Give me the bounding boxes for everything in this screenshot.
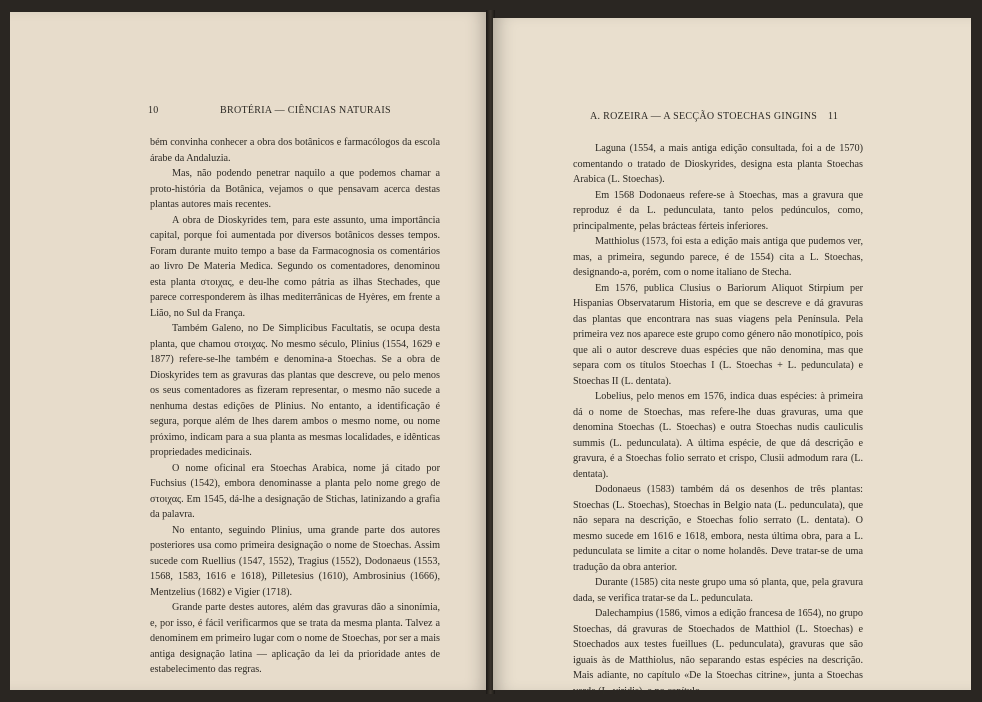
paragraph: Em 1576, publica Clusius o Bariorum Aliquot Stirpium per Hispanias Observatarum Historia, em que se descreve e dá gravuras das plantas que encontrara nas suas viagens pela Península. Pela primeira vez nos aparece este grupo como género não monotípico, pois que ali o autor descreve duas espécies que não denomina, mas que separa com os títulos Stoechas I (L. Stoechas + L. pedunculata) e Stoechas II (L. dentata). [573, 282, 863, 387]
paragraph: No entanto, seguindo Plinius, uma grande parte dos autores posteriores usa como primeira designação o nome de Stoechas. Assim sucede com Ruellius (1547, 1552), Tragius (1552), Dodonaeus (1553, 1568, 1583, 1616 e 1618), Pilletesius (1610), Ambrosinius (1666), Mentzelius (1682) e Vigier (1718). [150, 524, 440, 598]
paragraph: A obra de Dioskyrides tem, para este assunto, uma importância capital, porque foi aumentada por diversos botânicos desses tempos. Foram durante muito tempo a base da Farmacognosia os comentários ao livro De Materia Medica. Segundo os comentadores, denominou esta planta στοιχας, e deu-lhe como pátria as ilhas Stechades, que parece corresponderem às ilhas mediterrânicas de Hyères, em frente a Lião, no Sul da França. [150, 214, 440, 319]
paragraph: O nome oficinal era Stoechas Arabica, nome já citado por Fuchsius (1542), embora denominasse a planta pelo nome grego de στοιχας. Em 1545, dá-lhe a designação de Stichas, latinizando a grafia da palavra. [150, 462, 440, 520]
right-page [493, 18, 971, 697]
left-page [10, 12, 488, 690]
paragraph: Dodonaeus (1583) também dá os desenhos de três plantas: Stoechas (L. Stoechas), Stoechas in Belgio nata (L. pedunculata), que não separa na descrição, e Stoechas folio serrato (L. dentata). O mesmo sucede em 1616 e 1618, embora, nesta última obra, para a L. pedunculata se limite a citar o nome holandês. Deve tratar-se de uma tradução da obra anterior. [573, 484, 863, 573]
paragraph: bém convinha conhecer a obra dos botânicos e farmacólogos da escola árabe da Andaluzia. [150, 137, 440, 164]
right-page-number: 11 [828, 111, 839, 122]
paragraph: Mas, não podendo penetrar naquilo a que podemos chamar a proto-história da Botânica, vejamos o que pensavam acerca destas plantas autores mais recentes. [150, 168, 440, 210]
left-page-number: 10 [148, 105, 159, 116]
left-body-text [150, 135, 440, 678]
right-running-title: A. ROZEIRA — A SECÇÃO STOECHAS GINGINS [590, 111, 818, 122]
paragraph: Em 1568 Dodonaeus refere-se à Stoechas, mas a gravura que reproduz é da L. pedunculata, tanto pelos pedúnculos, como, principalmente, pelas brácteas férteis inferiores. [573, 189, 863, 232]
paragraph: Lobelius, pelo menos em 1576, indica duas espécies: à primeira dá o nome de Stoechas, mas refere-lhe duas gravuras, uma que denomina Stoechas (L. Stoechas) e outra Stoechas nudis cauliculis summis (L. pedunculata). A última espécie, de que dá descrição e gravura, é a Stoechas folio serrato et crispo, Clusii admodum rara (L. dentata). [573, 391, 863, 480]
left-running-title: BROTÉRIA — CIÊNCIAS NATURAIS [220, 105, 391, 116]
paragraph: Durante (1585) cita neste grupo uma só planta, que, pela gravura dada, se verifica tratar-se da L. pedunculata. [573, 577, 863, 604]
right-body-text [573, 141, 863, 699]
paragraph: Matthiolus (1573, foi esta a edição mais antiga que pudemos ver, mas, a primeira, segundo parece, é de 1554) cita a L. Stoechas, designando-a, porém, com o nome italiano de Stecha. [573, 236, 863, 278]
paragraph: Grande parte destes autores, além das gravuras dão a sinonímia, e, por isso, é fácil verificarmos que se trata da mesma planta. Talvez a denominem em primeiro lugar com o nome de Stoechas, por ser a mais antiga designação latina — aplicação da lei da prioridade antes de estabelecimento das regras. [150, 602, 440, 675]
paragraph: Dalechampius (1586, vimos a edição francesa de 1654), no grupo Stoechas, dá gravuras de Stoechados de Matthiol (L. Stoechas) e Stoechados aux testes fueillues (L. pedunculata), gravuras que são iguais às de Matthiolus, não separando estas espécies na descrição. Mais adiante, no capítulo «De la Stoechas citrine», junta a Stoechas verde (L. viridis), e no capítulo [573, 608, 863, 697]
paragraph: Laguna (1554, a mais antiga edição consultada, foi a de 1570) comentando o tratado de Dioskyrides, designa esta planta Stoechas Arabica (L. Stoechas). [573, 143, 863, 185]
paragraph: Também Galeno, no De Simplicibus Facultatis, se ocupa desta planta, que chamou στοιχας. No mesmo século, Plinius (1554, 1629 e 1877) refere-se-lhe também e denomina-a Stoechas. Se a obra de Dioskyrides tem as gravuras das plantas que descreve, ou pelo menos os seus comentadores as fizeram representar, o mesmo não sucede a nenhuma destas edições de Plinius. No entanto, a identificação é segura, porque além de lhes darem ambos o mesmo nome, ou nome próximo, indicam para a sua planta as mesmas localidades, e idênticas propriedades medicinais. [150, 323, 440, 458]
